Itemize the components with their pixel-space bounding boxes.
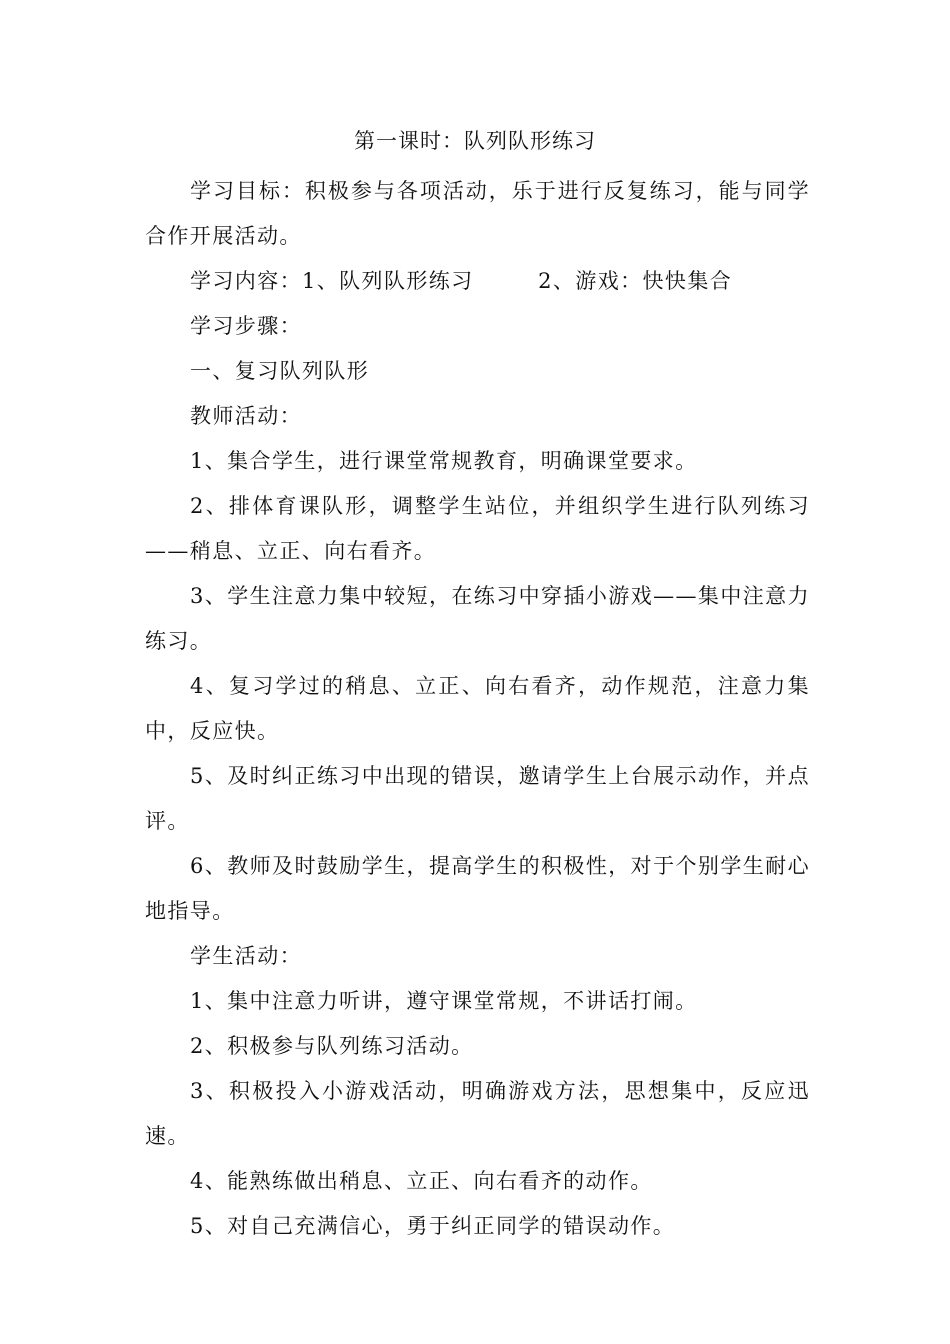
- paragraph-student-activity-heading: 学生活动：: [190, 944, 302, 968]
- paragraph-teacher-item-3: 3、学生注意力集中较短，在练习中穿插小游戏——集中注意力练习。: [145, 584, 810, 653]
- paragraph-student-item-1: 1、集中注意力听讲，遵守课堂常规，不讲话打闹。: [190, 989, 698, 1013]
- document-body: [145, 169, 810, 1249]
- paragraph-teacher-activity-heading: 教师活动：: [190, 404, 302, 428]
- paragraph-learning-steps-heading: 学习步骤：: [190, 314, 302, 338]
- paragraph-teacher-item-6: 6、教师及时鼓励学生，提高学生的积极性，对于个别学生耐心地指导。: [145, 854, 810, 923]
- paragraph-learning-content: 学习内容：1、队列队形练习 2、游戏：快快集合: [190, 269, 733, 293]
- paragraph-teacher-item-2: 2、排体育课队形，调整学生站位，并组织学生进行队列练习——稍息、立正、向右看齐。: [145, 494, 810, 563]
- paragraph-learning-goal: 学习目标：积极参与各项活动，乐于进行反复练习，能与同学合作开展活动。: [145, 179, 810, 248]
- paragraph-teacher-item-1: 1、集合学生，进行课堂常规教育，明确课堂要求。: [190, 449, 698, 473]
- paragraph-teacher-item-4: 4、复习学过的稍息、立正、向右看齐，动作规范，注意力集中，反应快。: [145, 674, 810, 743]
- document-title: 第一课时：队列队形练习: [354, 129, 596, 153]
- paragraph-student-item-5: 5、对自己充满信心，勇于纠正同学的错误动作。: [190, 1214, 676, 1238]
- paragraph-student-item-4: 4、能熟练做出稍息、立正、向右看齐的动作。: [190, 1169, 653, 1193]
- paragraph-section-heading: 一、复习队列队形: [190, 359, 370, 383]
- paragraph-student-item-2: 2、积极参与队列练习活动。: [190, 1034, 474, 1058]
- paragraph-student-item-3: 3、积极投入小游戏活动，明确游戏方法，思想集中，反应迅速。: [145, 1079, 810, 1148]
- paragraph-teacher-item-5: 5、及时纠正练习中出现的错误，邀请学生上台展示动作，并点评。: [145, 764, 810, 833]
